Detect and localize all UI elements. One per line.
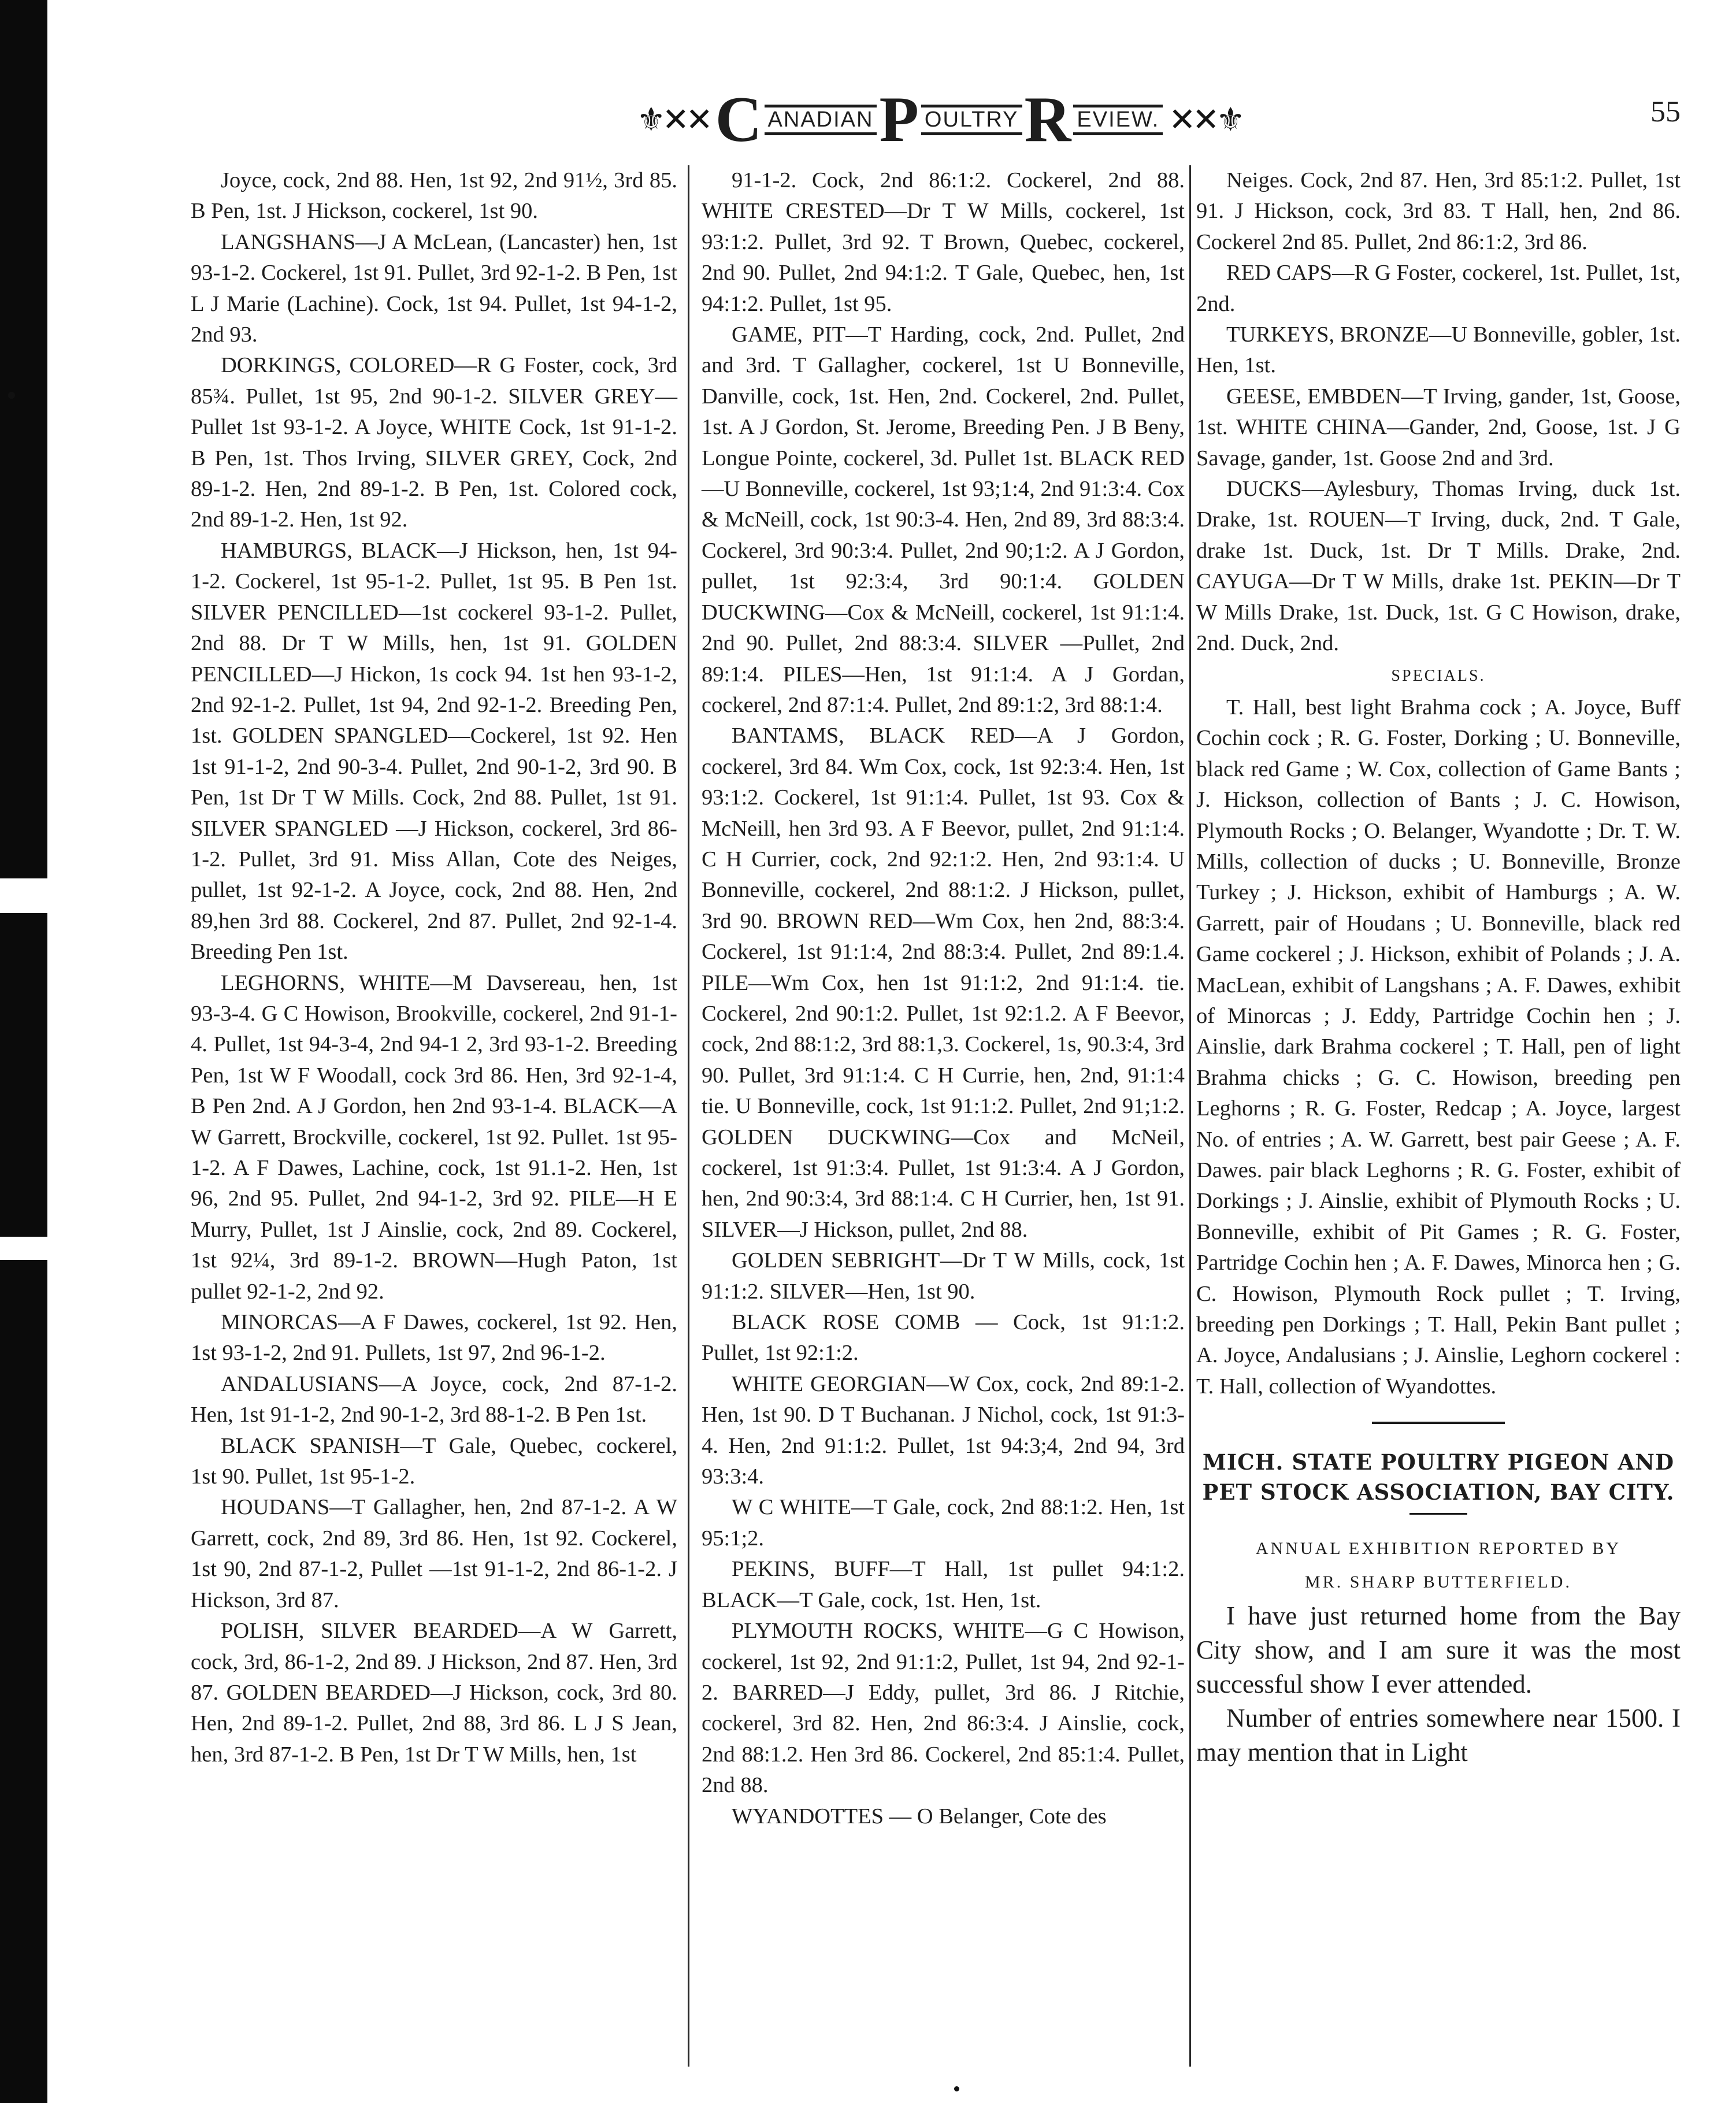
paragraph: WYANDOTTES — O Belanger, Cote des — [732, 1804, 1107, 1828]
ornament-right: ✕✕⚜ — [1169, 101, 1242, 139]
paragraph: HOUDANS—T Gallagher, hen, 2nd 87-1-2. A W Garrett, cock, 2nd 89, 3rd 86. Hen, 1st 92. Cockerel, 1st 90, 2nd 87-1-2, Pullet —1st 91-1-2, 2nd 86-1-2. J Hickson, 3rd 87. — [191, 1495, 677, 1612]
masthead-word: EVIEW. — [1073, 105, 1163, 135]
paragraph: POLISH, SILVER BEARDED—A W Garrett, cock, 3rd, 86-1-2, 2nd 89. J Hickson, 2nd 87. Hen, 3rd 87. GOLDEN BEARDED—J Hickson, cock, 3rd 80. Hen, 2nd 89-1-2. Pullet, 2nd 88, 3rd 86. L J S Jean, hen, 3rd 87-1-2. B Pen, 1st Dr T W Mills, hen, 1st — [191, 1619, 677, 1767]
paragraph: BANTAMS, BLACK RED—A J Gordon, cockerel, 3rd 84. Wm Cox, cock, 1st 92:3:4. Hen, 1st 93:1:2. Cockerel, 1st 91:1:4. Pullet, 1st 93. Cox & McNeill, hen 3rd 93. A F Beevor, pullet, 2nd 91:1:4. C H Currier, cock, 2nd 92:1:2. Hen, 2nd 93:1:4. U Bonneville, cockerel, 2nd 88:1:2. J Hickson, pullet, 3rd 90. BROWN RED—Wm Cox, hen 2nd, 88:3:4. Cockerel, 1st 91:1:4, 2nd 88:3:4. Pullet, 2nd 89:1.4. PILE—Wm Cox, hen 1st 91:1:2, 2nd 91:1:4. tie. Cockerel, 2nd 90:1:2. Pullet, 1st 92:1.2. A F Beevor, cock, 2nd 88:1:2, 3rd 88:1,3. Cockerel, 1s, 90.3:4, 3rd 90. Pullet, 3rd 91:1:4. C H Currie, hen, 2nd, 91:1:4 tie. U Bonneville, cock, 1st 91:1:2. Pullet, 2nd 91;1:2. GOLDEN DUCKWING—Cox and McNeil, cockerel, 1st 91:3:4. Pullet, 1st 91:3:4. A J Gordon, hen, 2nd 90:3:4, 3rd 88:1:4. C H Currier, hen, 1st 91. SILVER—J Hickson, pullet, 2nd 88. — [702, 724, 1185, 1242]
binding-nick — [0, 1237, 47, 1260]
binding-nick — [0, 878, 47, 913]
specials-list: T. Hall, best light Brahma cock ; A. Joyce, Buff Cochin cock ; R. G. Foster, Dorking ; U. Bonneville, black red Game ; W. Cox, collection of Game Bants ; J. Hickson, collection of Bants ; J. C. Howison, Plymouth Rocks ; O. Belanger, Wyandotte ; Dr. T. W. Mills, collection of ducks ; U. Bonneville, Bronze Turkey ; J. Hickson, exhibit of Hamburgs ; A. W. Garrett, pair of Houdans ; U. Bonneville, black red Game cockerel ; J. Hickson, exhibit of Polands ; J. A. MacLean, exhibit of Langshans ; A. F. Dawes, exhibit of Minorcas ; J. Eddy, Partridge Cochin hen ; J. Ainslie, dark Brahma cockerel ; T. Hall, pen of light Brahma chicks ; G. C. Howison, breeding pen Leghorns ; R. G. Foster, Redcap ; A. Joyce, largest No. of entries ; A. W. Garrett, best pair Geese ; A. F. Dawes. pair black Leghorns ; R. G. Foster, exhibit of Dorkings ; J. Ainslie, exhibit of Plymouth Rocks ; U. Bonneville, exhibit of Pit Games ; R. G. Foster, Partridge Cochin hen ; A. F. Dawes, Minorca hen ; G. C. Howison, Plymouth Rock pullet ; T. Irving, breeding pen Dorkings ; T. Hall, Pekin Bant pullet ; A. Joyce, Andalusians ; J. Ainslie, Leghorn cockerel : T. Hall, collection of Wyandottes. — [1196, 695, 1681, 1399]
paragraph: 91-1-2. Cock, 2nd 86:1:2. Cockerel, 2nd 88. WHITE CRESTED—Dr T W Mills, cockerel, 1st 93:1:2. Pullet, 3rd 92. T Brown, Quebec, cockerel, 2nd 90. Pullet, 2nd 94:1:2. T Gale, Quebec, hen, 1st 94:1:2. Pullet, 1st 95. — [702, 168, 1185, 316]
paragraph: LEGHORNS, WHITE—M Davsereau, hen, 1st 93-3-4. G C Howison, Brookville, cockerel, 2nd 91-1-4. Pullet, 1st 94-3-4, 2nd 94-1 2, 3rd 93-1-2. Breeding Pen, 1st W F Woodall, cock 3rd 86. Hen, 3rd 92-1-4, B Pen 2nd. A J Gordon, hen 2nd 93-1-4. BLACK—A W Garrett, Brockville, cockerel, 1st 92. Pullet. 1st 95-1-2. A F Dawes, Lachine, cock, 1st 91.1-2. Hen, 1st 96, 2nd 95. Pullet, 2nd 94-1-2, 3rd 92. PILE—H E Murry, Pullet, 1st J Ainslie, cock, 2nd 89. Cockerel, 1st 92¼, 3rd 89-1-2. BROWN—Hugh Paton, 1st pullet 92-1-2, 2nd 92. — [191, 970, 677, 1304]
masthead-title — [715, 84, 1163, 155]
article-title: MICH. STATE POULTRY PIGEON AND PET STOCK ASSOCIATION, BAY CITY. — [1202, 1449, 1675, 1505]
masthead-word: OULTRY — [921, 105, 1022, 135]
column-2 — [702, 165, 1185, 1832]
page-number: 55 — [1650, 95, 1681, 128]
paragraph: DORKINGS, COLORED—R G Foster, cock, 3rd 85¾. Pullet, 1st 95, 2nd 90-1-2. SILVER GREY—Pullet 1st 93-1-2. A Joyce, WHITE Cock, 1st 91-1-2. B Pen, 1st. Thos Irving, SILVER GREY, Cock, 2nd 89-1-2. Hen, 2nd 89-1-2. B Pen, 1st. Colored cock, 2nd 89-1-2. Hen, 1st 92. — [191, 353, 677, 532]
paragraph: Neiges. Cock, 2nd 87. Hen, 3rd 85:1:2. Pullet, 1st 91. J Hickson, cock, 3rd 83. T Hall, hen, 2nd 86. Cockerel 2nd 85. Pullet, 2nd 86:1:2, 3rd 86. — [1196, 168, 1681, 254]
paragraph: MINORCAS—A F Dawes, cockerel, 1st 92. Hen, 1st 93-1-2, 2nd 91. Pullets, 1st 97, 2nd 96-1-2. — [191, 1310, 677, 1366]
reporter-line: ANNUAL EXHIBITION REPORTED BY — [1255, 1539, 1622, 1559]
paragraph: ANDALUSIANS—A Joyce, cock, 2nd 87-1-2. Hen, 1st 91-1-2, 2nd 90-1-2, 3rd 88-1-2. B Pen 1st. — [191, 1371, 677, 1427]
paragraph: GOLDEN SEBRIGHT—Dr T W Mills, cock, 1st 91:1:2. SILVER—Hen, 1st 90. — [702, 1248, 1185, 1304]
paragraph: Joyce, cock, 2nd 88. Hen, 1st 92, 2nd 91½, 3rd 85. B Pen, 1st. J Hickson, cockerel, 1st 90. — [191, 168, 677, 224]
masthead-cap: C — [715, 84, 762, 155]
masthead-word: ANADIAN — [765, 105, 877, 135]
paragraph: W C WHITE—T Gale, cock, 2nd 88:1:2. Hen, 1st 95:1;2. — [702, 1495, 1185, 1551]
paragraph: TURKEYS, BRONZE—U Bonneville, gobler, 1st. Hen, 1st. — [1196, 322, 1681, 378]
paragraph: LANGSHANS—J A McLean, (Lancaster) hen, 1st 93-1-2. Cockerel, 1st 91. Pullet, 3rd 92-1-2. B Pen, 1st L J Marie (Lachine). Cock, 1st 94. Pullet, 1st 94-1-2, 2nd 93. — [191, 229, 677, 347]
specials-heading: SPECIALS. — [1391, 666, 1486, 685]
paragraph: BLACK SPANISH—T Gale, Quebec, cockerel, 1st 90. Pullet, 1st 95-1-2. — [191, 1433, 677, 1489]
column-1 — [191, 165, 677, 1770]
paragraph: HAMBURGS, BLACK—J Hickson, hen, 1st 94-1-2. Cockerel, 1st 95-1-2. Pullet, 1st 95. B Pen 1st. SILVER PENCILLED—1st cockerel 93-1-2. Pullet, 2nd 88. Dr T W Mills, hen, 1st 91. GOLDEN PENCILLED—J Hickon, 1s cock 94. 1st hen 93-1-2, 2nd 92-1-2. Pullet, 1st 94, 2nd 92-1-2. Breeding Pen, 1st. GOLDEN SPANGLED—Cockerel, 1st 92. Hen 1st 91-1-2, 2nd 90-3-4. Pullet, 2nd 90-1-2, 3rd 90. B Pen, 1st Dr T W Mills. Cock, 2nd 88. Pullet, 1st 91. SILVER SPANGLED —J Hickson, cockerel, 3rd 86-1-2. Pullet, 3rd 91. Miss Allan, Cote des Neiges, pullet, 1st 92-1-2. A Joyce, cock, 2nd 88. Hen, 2nd 89,hen 3rd 88. Cockerel, 2nd 87. Pullet, 2nd 92-1-4. Breeding Pen 1st. — [191, 538, 677, 965]
article-paragraph: I have just returned home from the Bay City show, and I am sure it was the most successful show I ever attended. — [1196, 1601, 1681, 1699]
column-rule — [1189, 165, 1191, 2067]
paragraph: GAME, PIT—T Harding, cock, 2nd. Pullet, 2nd and 3rd. T Gallagher, cockerel, 1st U Bonneville, Danville, cock, 1st. Hen, 2nd. Cockerel, 2nd. Pullet, 1st. A J Gordon, St. Jerome, Breeding Pen. J B Beny, Longue Pointe, cockerel, 3d. Pullet 1st. BLACK RED—U Bonneville, cockerel, 1st 93;1:4, 2nd 91:3:4. Cox & McNeill, cock, 1st 90:3-4. Hen, 2nd 89, 3rd 88:3:4. Cockerel, 3rd 90:3:4. Pullet, 2nd 90;1:2. A J Gordon, pullet, 1st 92:3:4, 3rd 90:1:4. GOLDEN DUCKWING—Cox & McNeill, cockerel, 1st 91:1:4. 2nd 90. Pullet, 2nd 88:3:4. SILVER —Pullet, 2nd 89:1:4. PILES—Hen, 1st 91:1:4. A J Gordan, cockerel, 2nd 87:1:4. Pullet, 2nd 89:1:2, 3rd 88:1:4. — [702, 322, 1185, 717]
masthead-cap: R — [1024, 84, 1071, 155]
section-divider — [1372, 1422, 1505, 1424]
paragraph: RED CAPS—R G Foster, cockerel, 1st. Pullet, 1st, 2nd. — [1196, 261, 1681, 316]
column-rule — [688, 165, 689, 2067]
column-3 — [1196, 165, 1681, 1770]
paragraph: PEKINS, BUFF—T Hall, 1st pullet 94:1:2. BLACK—T Gale, cock, 1st. Hen, 1st. — [702, 1557, 1185, 1612]
ink-speck — [8, 392, 15, 399]
paragraph: DUCKS—Aylesbury, Thomas Irving, duck 1st. Drake, 1st. ROUEN—T Irving, duck, 2nd. T Gale, drake 1st. Duck, 1st. Dr T Mills. Drake, 2nd. CAYUGA—Dr T W Mills, drake 1st. PEKIN—Dr T W Mills Drake, 1st. Duck, 1st. G C Howison, drake, 2nd. Duck, 2nd. — [1196, 477, 1681, 656]
article-paragraph: Number of entries somewhere near 1500. I may mention that in Light — [1196, 1704, 1681, 1767]
paragraph: GEESE, EMBDEN—T Irving, gander, 1st, Goose, 1st. WHITE CHINA—Gander, 2nd, Goose, 1st. J G Savage, gander, 1st. Goose 2nd and 3rd. — [1196, 384, 1681, 470]
title-underline — [1409, 1513, 1467, 1515]
masthead-cap: P — [879, 84, 919, 155]
ornament-left: ⚜✕✕ — [636, 101, 710, 139]
paragraph: BLACK ROSE COMB — Cock, 1st 91:1:2. Pullet, 1st 92:1:2. — [702, 1310, 1185, 1366]
paragraph: PLYMOUTH ROCKS, WHITE—G C Howison, cockerel, 1st 92, 2nd 91:1:2, Pullet, 1st 94, 2nd 92-1-2. BARRED—J Eddy, pullet, 3rd 86. J Ritchie, cockerel, 3rd 82. Hen, 2nd 86:3:4. J Ainslie, cock, 2nd 88:1.2. Hen 3rd 86. Cockerel, 2nd 85:1:4. Pullet, 2nd 88. — [702, 1619, 1185, 1798]
paragraph: WHITE GEORGIAN—W Cox, cock, 2nd 89:1-2. Hen, 1st 90. D T Buchanan. J Nichol, cock, 1st 91:3-4. Hen, 2nd 91:1:2. Pullet, 1st 94:3;4, 2nd 94, 3rd 93:3:4. — [702, 1371, 1185, 1489]
ink-speck — [954, 2086, 959, 2091]
page-binding-edge — [0, 0, 47, 2103]
masthead — [636, 84, 1242, 155]
reporter-name: MR. SHARP BUTTERFIELD. — [1305, 1572, 1572, 1592]
